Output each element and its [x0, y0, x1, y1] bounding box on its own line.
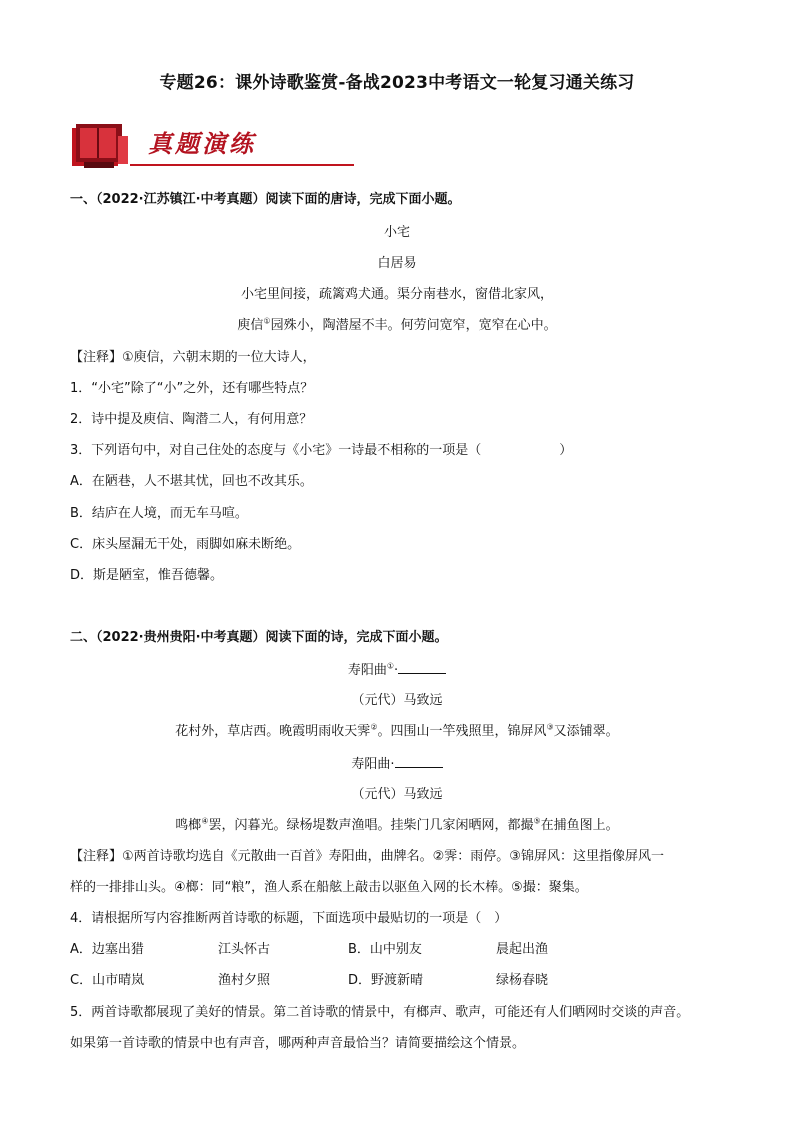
banner-title: 真题演练 [148, 129, 256, 158]
poem3-author: （元代）马致远 [351, 787, 443, 802]
question-2: 2．诗中提及庾信、陶潜二人，有何用意？ [70, 412, 313, 427]
option-d: D．斯是陋室，惟吾德馨。 [70, 568, 224, 583]
option-4b-second: 晨起出渔 [496, 942, 549, 957]
document-title: 专题26：课外诗歌鉴赏-备战2023中考语文一轮复习通关练习 [159, 73, 635, 93]
section-banner [70, 118, 285, 170]
poem2-author: （元代）马致远 [351, 693, 443, 708]
poem3-title: 寿阳曲· [0, 755, 794, 774]
option-c: C．床头屋漏无干处，雨脚如麻未断绝。 [70, 537, 301, 552]
option-b: B．结庐在人境，而无车马喧。 [70, 506, 248, 521]
section1-heading: 一、（2022·江苏镇江·中考真题）阅读下面的唐诗，完成下面小题。 [70, 192, 461, 207]
poem3-text: 鸣榔④罢，闪暮光。绿杨堤数声渔唱。挂柴门几家闲晒网，都撮⑤在捕鱼图上。 [175, 816, 619, 833]
option-4b: B．山中别友 [348, 942, 422, 957]
banner-underline [130, 164, 354, 166]
title-blank-2 [395, 755, 443, 768]
poem2-note-line2: 样的一排排山头。④榔：同“粮”，渔人系在船舷上敲击以驱鱼入网的长木棒。⑤撮：聚集。 [70, 880, 588, 895]
option-4d: D．野渡新晴 [348, 973, 424, 988]
poem2-title: 寿阳曲①· [0, 661, 794, 680]
section2-heading: 二、（2022·贵州贵阳·中考真题）阅读下面的诗，完成下面小题。 [70, 630, 448, 645]
option-4d-second: 绿杨春晓 [496, 973, 549, 988]
book-icon [70, 122, 132, 170]
poem1-author: 白居易 [377, 256, 417, 271]
poem1-title: 小宅 [383, 225, 410, 240]
question-3: 3．下列语句中，对自己住处的态度与《小宅》一诗最不相称的一项是（ ） [70, 443, 573, 458]
option-4c: C．山市晴岚 [70, 973, 145, 988]
option-a: A．在陋巷，人不堪其忧，回也不改其乐。 [70, 474, 313, 489]
option-4c-second: 渔村夕照 [218, 973, 271, 988]
poem1-note: 【注释】①庾信，六朝末期的一位大诗人， [70, 350, 316, 365]
poem2-text: 花村外，草店西。晚霞明雨收天霁②。四围山一竿残照里，锦屏风③又添铺翠。 [175, 722, 619, 739]
poem1-line2: 庾信①园殊小，陶潜屋不丰。何劳问宽窄，宽窄在心中。 [237, 316, 557, 333]
question-5-line1: 5．两首诗歌都展现了美好的情景。第二首诗歌的情景中，有榔声、歌声，可能还有人们晒网时交谈的声音。 [70, 1005, 690, 1020]
question-1: 1．“小宅”除了“小”之外，还有哪些特点？ [70, 381, 314, 396]
option-4a: A．边塞出猎 [70, 942, 144, 957]
title-blank-1 [398, 661, 446, 674]
question-5-line2: 如果第一首诗歌的情景中也有声音，哪两种声音最恰当？请简要描绘这个情景。 [70, 1036, 526, 1051]
poem1-line1: 小宅里间接，疏篱鸡犬通。渠分南巷水，窗借北家风， [240, 287, 553, 302]
question-4: 4．请根据所写内容推断两首诗歌的标题，下面选项中最贴切的一项是（ ） [70, 911, 508, 926]
poem2-note-line1: 【注释】①两首诗歌均选自《元散曲一百首》寿阳曲，曲牌名。②霁：雨停。③锦屏风：这里指像屏风一 [70, 849, 664, 864]
option-4a-second: 江头怀古 [218, 942, 271, 957]
